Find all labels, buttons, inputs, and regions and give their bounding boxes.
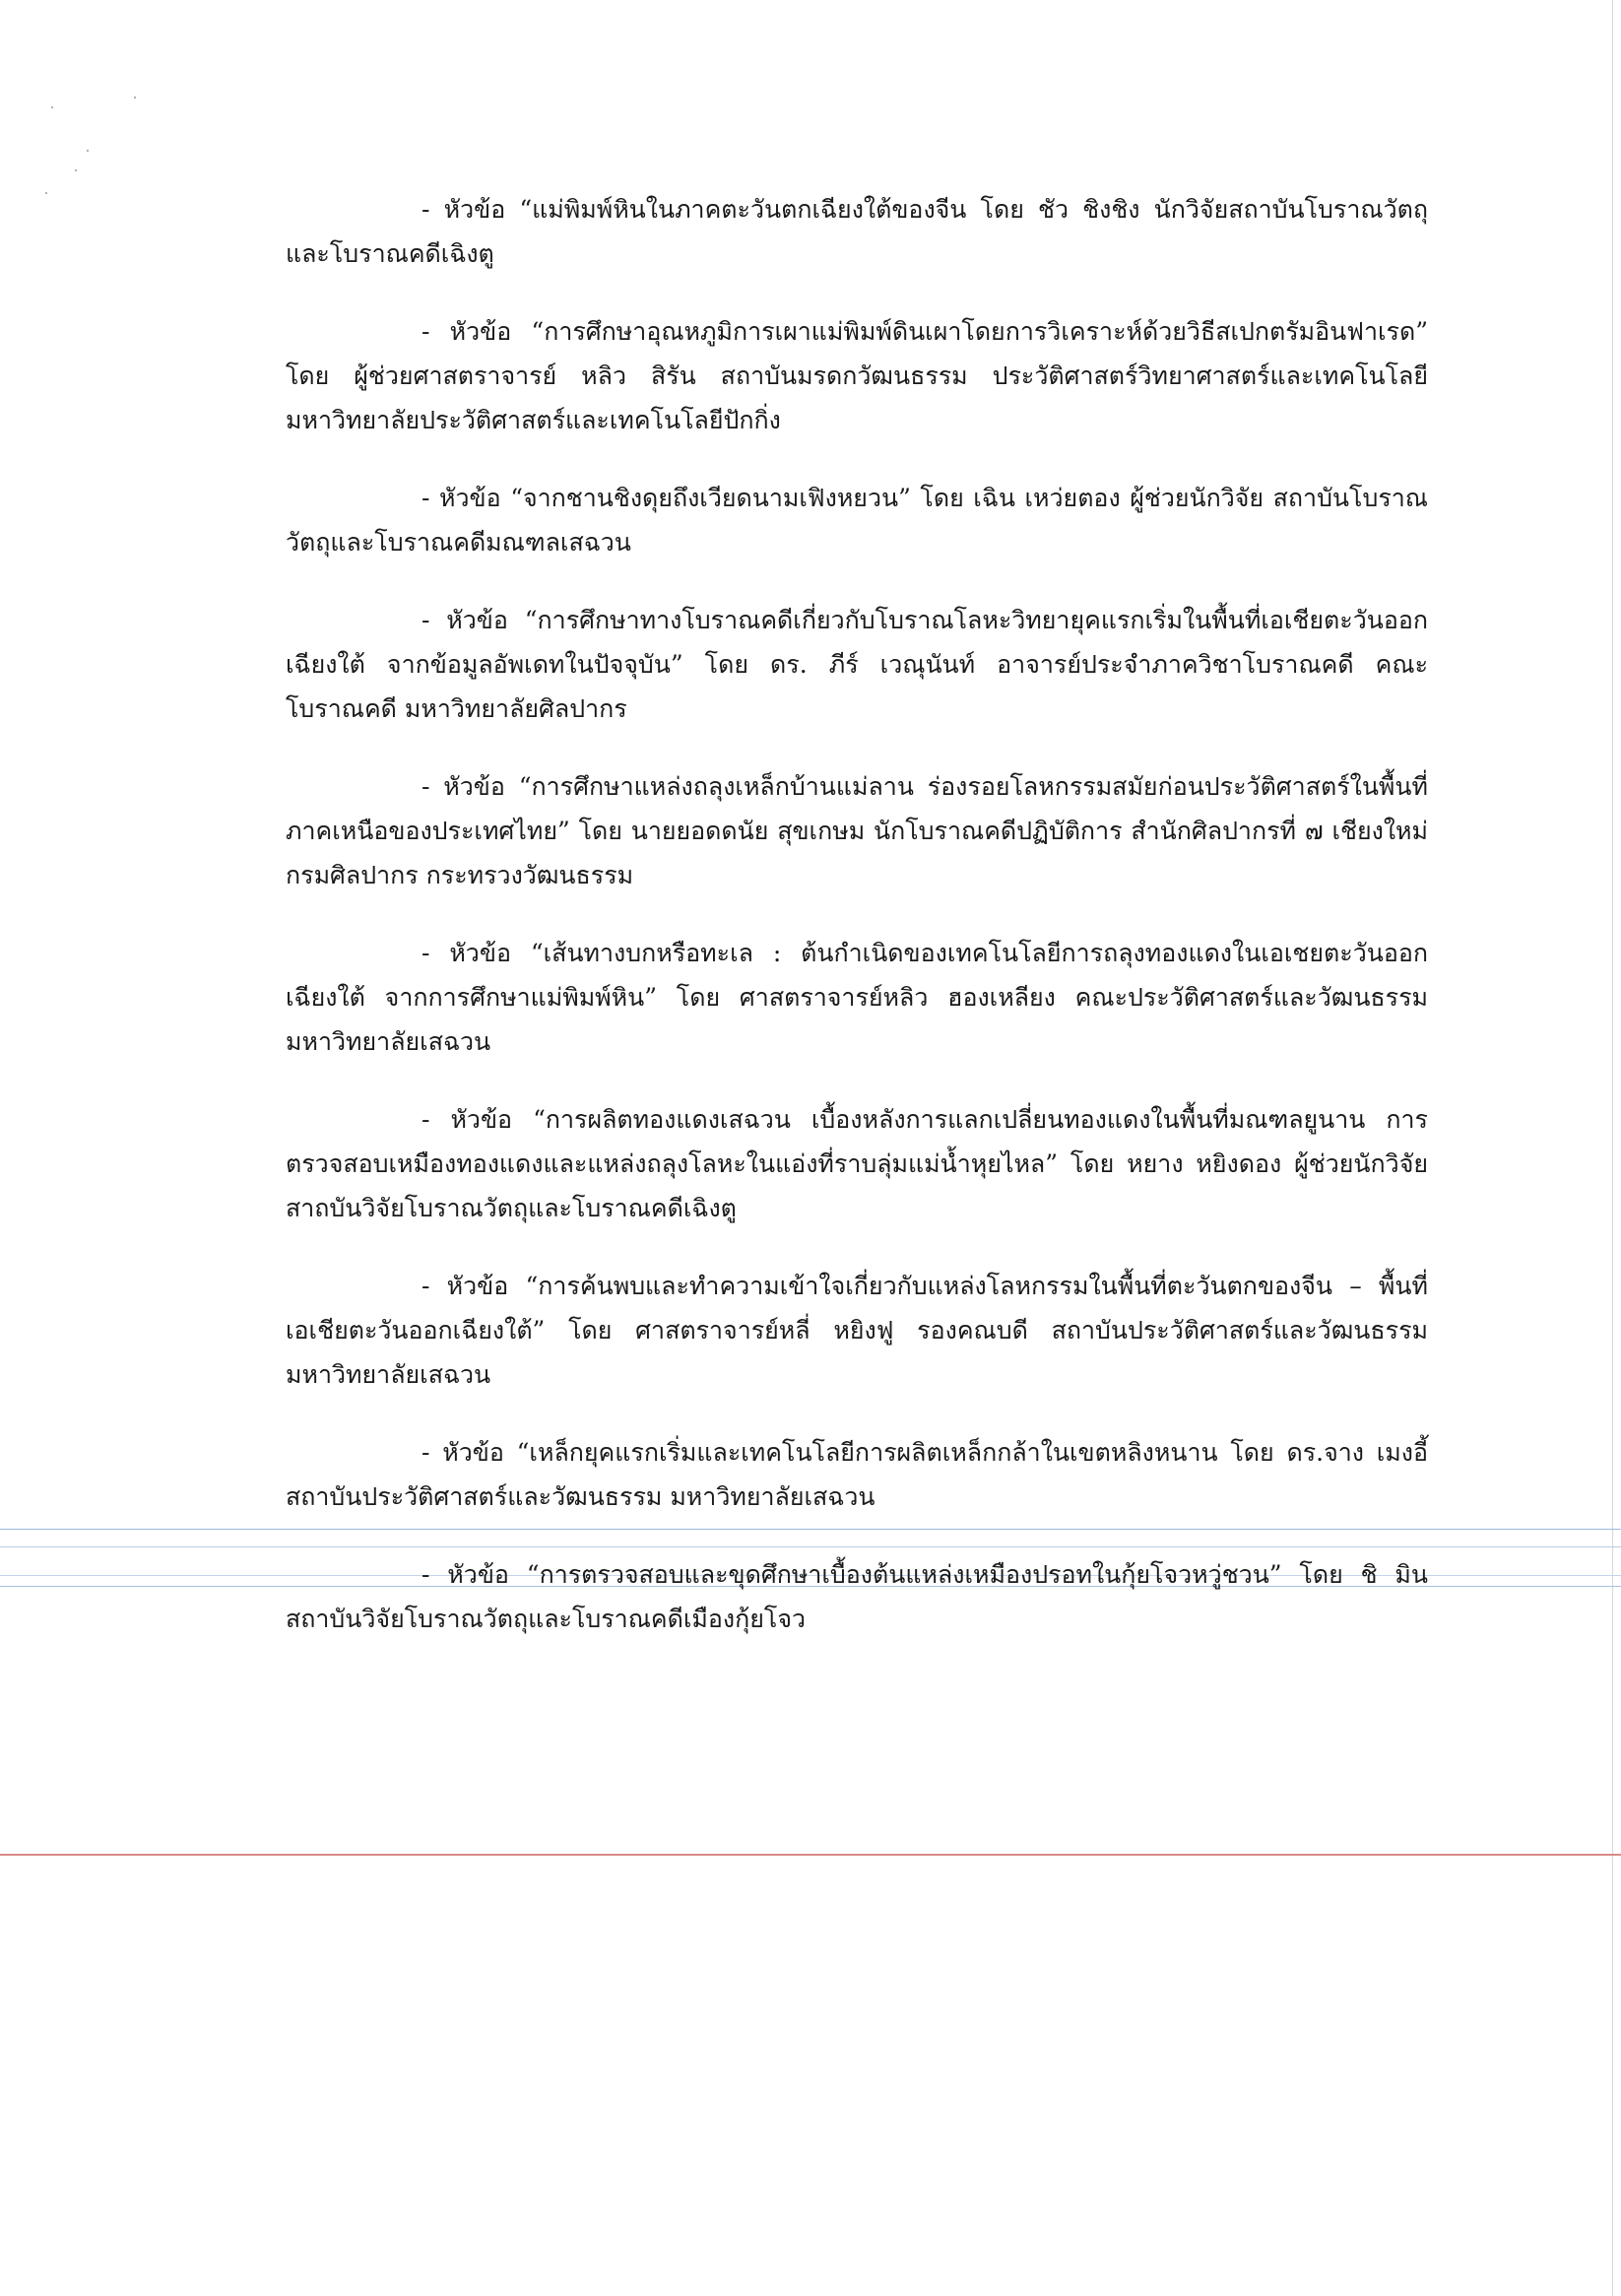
topic-text: “การค้นพบและทำความเข้าใจเกี่ยวกับแหล่งโลหกรรมในพื้นที่ตะวันตกของจีน – พื้นที่เอเชียตะวันออกเฉียงใต้” โดย ศาสตราจารย์หลี่ หยิงฟู รองคณบดี สถาบันประวัติศาสตร์และวัฒนธรรม มหาวิทยาลัยเสฉวน: [286, 1272, 1428, 1389]
topic-item: [286, 1430, 1428, 1519]
topic-text: “จากชานชิงดุยถึงเวียดนามเฟิงหยวน” โดย เฉิน เหว่ยตอง ผู้ช่วยนักวิจัย สถาบันโบราณวัตถุและโบราณคดีมณฑลเสฉวน: [286, 484, 1428, 557]
topic-text: “การตรวจสอบและขุดศึกษาเบื้องต้นแหล่งเหมืองปรอทในกุ้ยโจวหวู่ชวน” โดย ชิ มิน สถาบันวิจัยโบราณวัตถุและโบราณคดีเมืองกุ้ยโจว: [286, 1560, 1428, 1633]
topic-prefix: - หัวข้อ: [421, 1272, 509, 1300]
topic-prefix: - หัวข้อ: [421, 1105, 513, 1134]
scan-artifact-line: [0, 1854, 1621, 1856]
scan-page-edge: [1612, 0, 1613, 2296]
topic-text: “เหล็กยุคแรกเริ่มและเทคโนโลยีการผลิตเหล็กกล้าในเขตหลิงหนาน โดย ดร.จาง เมงอี้ สถาบันประวัติศาสตร์และวัฒนธรรม มหาวิทยาลัยเสฉวน: [286, 1438, 1428, 1511]
topic-text: “เส้นทางบกหรือทะเล : ต้นกำเนิดของเทคโนโลยีการถลุงทองแดงในเอเชยตะวันออกเฉียงใต้ จากการศึกษาแม่พิมพ์หิน” โดย ศาสตราจารย์หลิว ฮองเหลียง คณะประวัติศาสตร์และวัฒนธรรม มหาวิทยาลัยเสฉวน: [286, 939, 1428, 1056]
scan-speck: [51, 106, 53, 108]
topic-prefix: - หัวข้อ: [421, 606, 508, 634]
topic-prefix: - หัวข้อ: [421, 317, 512, 346]
scan-speck: [45, 192, 47, 194]
topic-text: “การศึกษาทางโบราณคดีเกี่ยวกับโบราณโลหะวิทยายุคแรกเริ่มในพื้นที่เอเชียตะวันออกเฉียงใต้ จากข้อมูลอัพเดทในปัจจุบัน” โดย ดร. ภีร์ เวณุนันท์ อาจารย์ประจำภาควิชาโบราณคดี คณะโบราณคดี มหาวิทยาลัยศิลปากร: [286, 606, 1428, 723]
topic-text: “แม่พิมพ์หินในภาคตะวันตกเฉียงใต้ของจีน โดย ชัว ชิงชิง นักวิจัยสถาบันโบราณวัตถุและโบราณคดีเฉิงตู: [286, 195, 1428, 268]
scan-speck: [134, 97, 136, 98]
topic-item: [286, 187, 1428, 276]
scan-speck: [75, 169, 77, 171]
topic-prefix: - หัวข้อ: [421, 772, 505, 801]
topic-list: [286, 187, 1428, 1674]
topic-prefix: - หัวข้อ: [421, 484, 501, 512]
topic-text: “การผลิตทองแดงเสฉวน เบื้องหลังการแลกเปลี่ยนทองแดงในพื้นที่มณฑลยูนาน การตรวจสอบเหมืองทองแดงและแหล่งถลุงโลหะในแอ่งที่ราบลุ่มแม่น้ำหุยไหล” โดย หยาง หยิงดอง ผู้ช่วยนักวิจัย สาถบันวิจัยโบราณวัตถุและโบราณคดีเฉิงตู: [286, 1105, 1428, 1222]
topic-item: [286, 309, 1428, 442]
topic-text: “การศึกษาอุณหภูมิการเผาแม่พิมพ์ดินเผาโดยการวิเคราะห์ด้วยวิธีสเปกตรัมอินฟาเรด” โดย ผู้ช่วยศาสตราจารย์ หลิว สิรัน สถาบันมรดกวัฒนธรรม ประวัติศาสตร์วิทยาศาสตร์และเทคโนโลยี มหาวิทยาลัยประวัติศาสตร์และเทคโนโลยีปักกิ่ง: [286, 317, 1428, 434]
topic-prefix: - หัวข้อ: [421, 1438, 504, 1467]
topic-item: [286, 476, 1428, 564]
topic-item: [286, 598, 1428, 731]
topic-item: [286, 931, 1428, 1064]
topic-item: [286, 1552, 1428, 1641]
topic-item: [286, 764, 1428, 897]
topic-prefix: - หัวข้อ: [421, 1560, 509, 1589]
topic-prefix: - หัวข้อ: [421, 939, 511, 967]
topic-item: [286, 1264, 1428, 1397]
topic-text: “การศึกษาแหล่งถลุงเหล็กบ้านแม่ลาน ร่องรอยโลหกรรมสมัยก่อนประวัติศาสตร์ในพื้นที่ภาคเหนือของประเทศไทย” โดย นายยอดดนัย สุขเกษม นักโบราณคดีปฏิบัติการ สำนักศิลปากรที่ ๗ เชียงใหม่ กรมศิลปากร กระทรวงวัฒนธรรม: [286, 772, 1428, 889]
scan-speck: [87, 150, 89, 152]
topic-item: [286, 1097, 1428, 1230]
topic-prefix: - หัวข้อ: [421, 195, 506, 224]
